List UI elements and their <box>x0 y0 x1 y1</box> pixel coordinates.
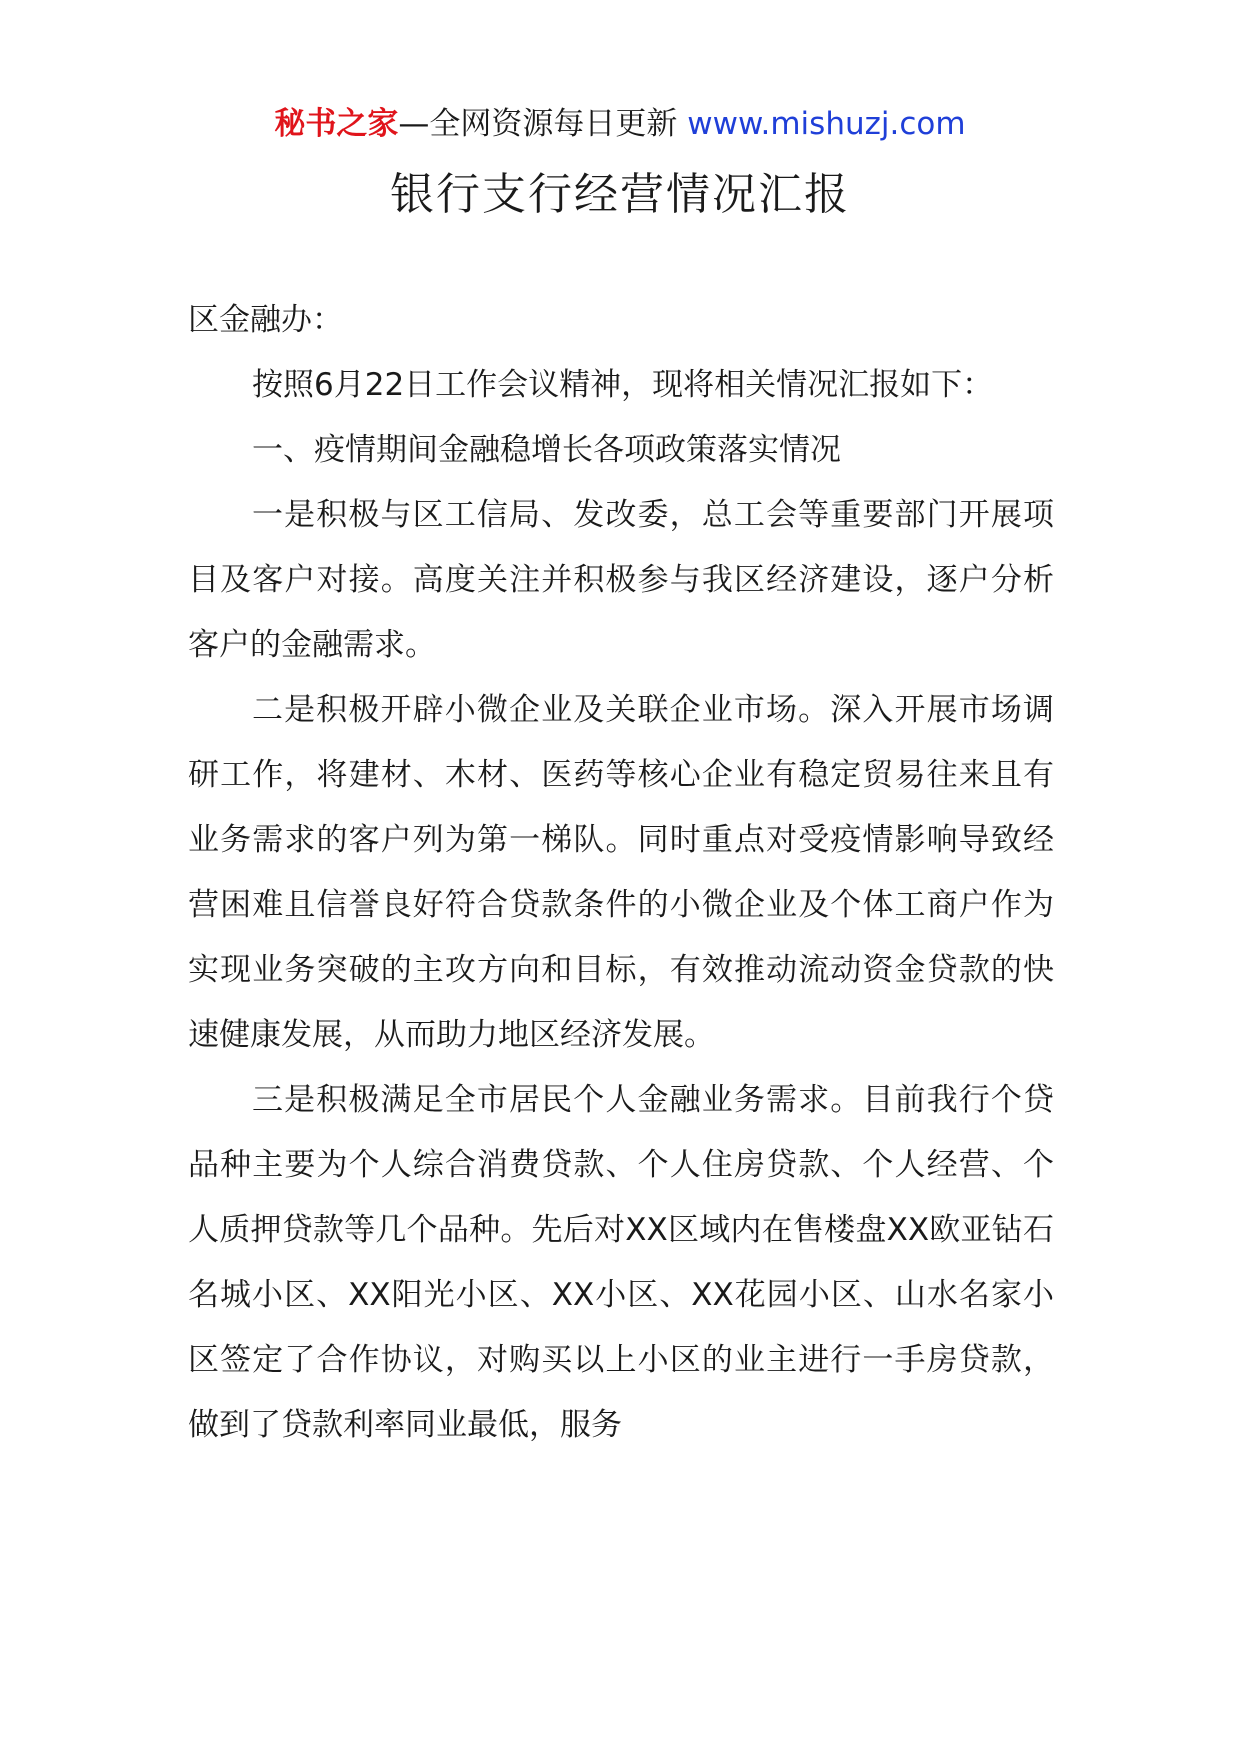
paragraph-intro: 按照6月22日工作会议精神，现将相关情况汇报如下： <box>252 367 994 403</box>
document-body <box>188 288 1054 1458</box>
paragraph: 一是积极与区工信局、发改委，总工会等重要部门开展项目及客户对接。高度关注并积极参与我区经济建设，逐户分析客户的金融需求。 <box>188 497 1054 663</box>
header-slogan: —全网资源每日更新 <box>398 106 688 142</box>
site-url-link[interactable]: www.mishuzj.com <box>687 106 966 142</box>
section-heading: 一、疫情期间金融稳增长各项政策落实情况 <box>252 432 841 468</box>
document-title: 银行支行经营情况汇报 <box>390 169 850 220</box>
paragraph: 三是积极满足全市居民个人金融业务需求。目前我行个贷品种主要为个人综合消费贷款、个人住房贷款、个人经营、个人质押贷款等几个品种。先后对XX区域内在售楼盘XX欧亚钻石名城小区、XX阳光小区、XX小区、XX花园小区、山水名家小区签定了合作协议，对购买以上小区的业主进行一手房贷款，做到了贷款利率同业最低，服务 <box>188 1082 1054 1443</box>
site-header <box>0 100 1240 148</box>
paragraph: 二是积极开辟小微企业及关联企业市场。深入开展市场调研工作，将建材、木材、医药等核心企业有稳定贸易往来且有业务需求的客户列为第一梯队。同时重点对受疫情影响导致经营困难且信誉良好符合贷款条件的小微企业及个体工商户作为实现业务突破的主攻方向和目标，有效推动流动资金贷款的快速健康发展，从而助力地区经济发展。 <box>188 692 1054 1053</box>
brand-name: 秘书之家 <box>274 106 399 142</box>
salutation: 区金融办： <box>188 302 343 338</box>
